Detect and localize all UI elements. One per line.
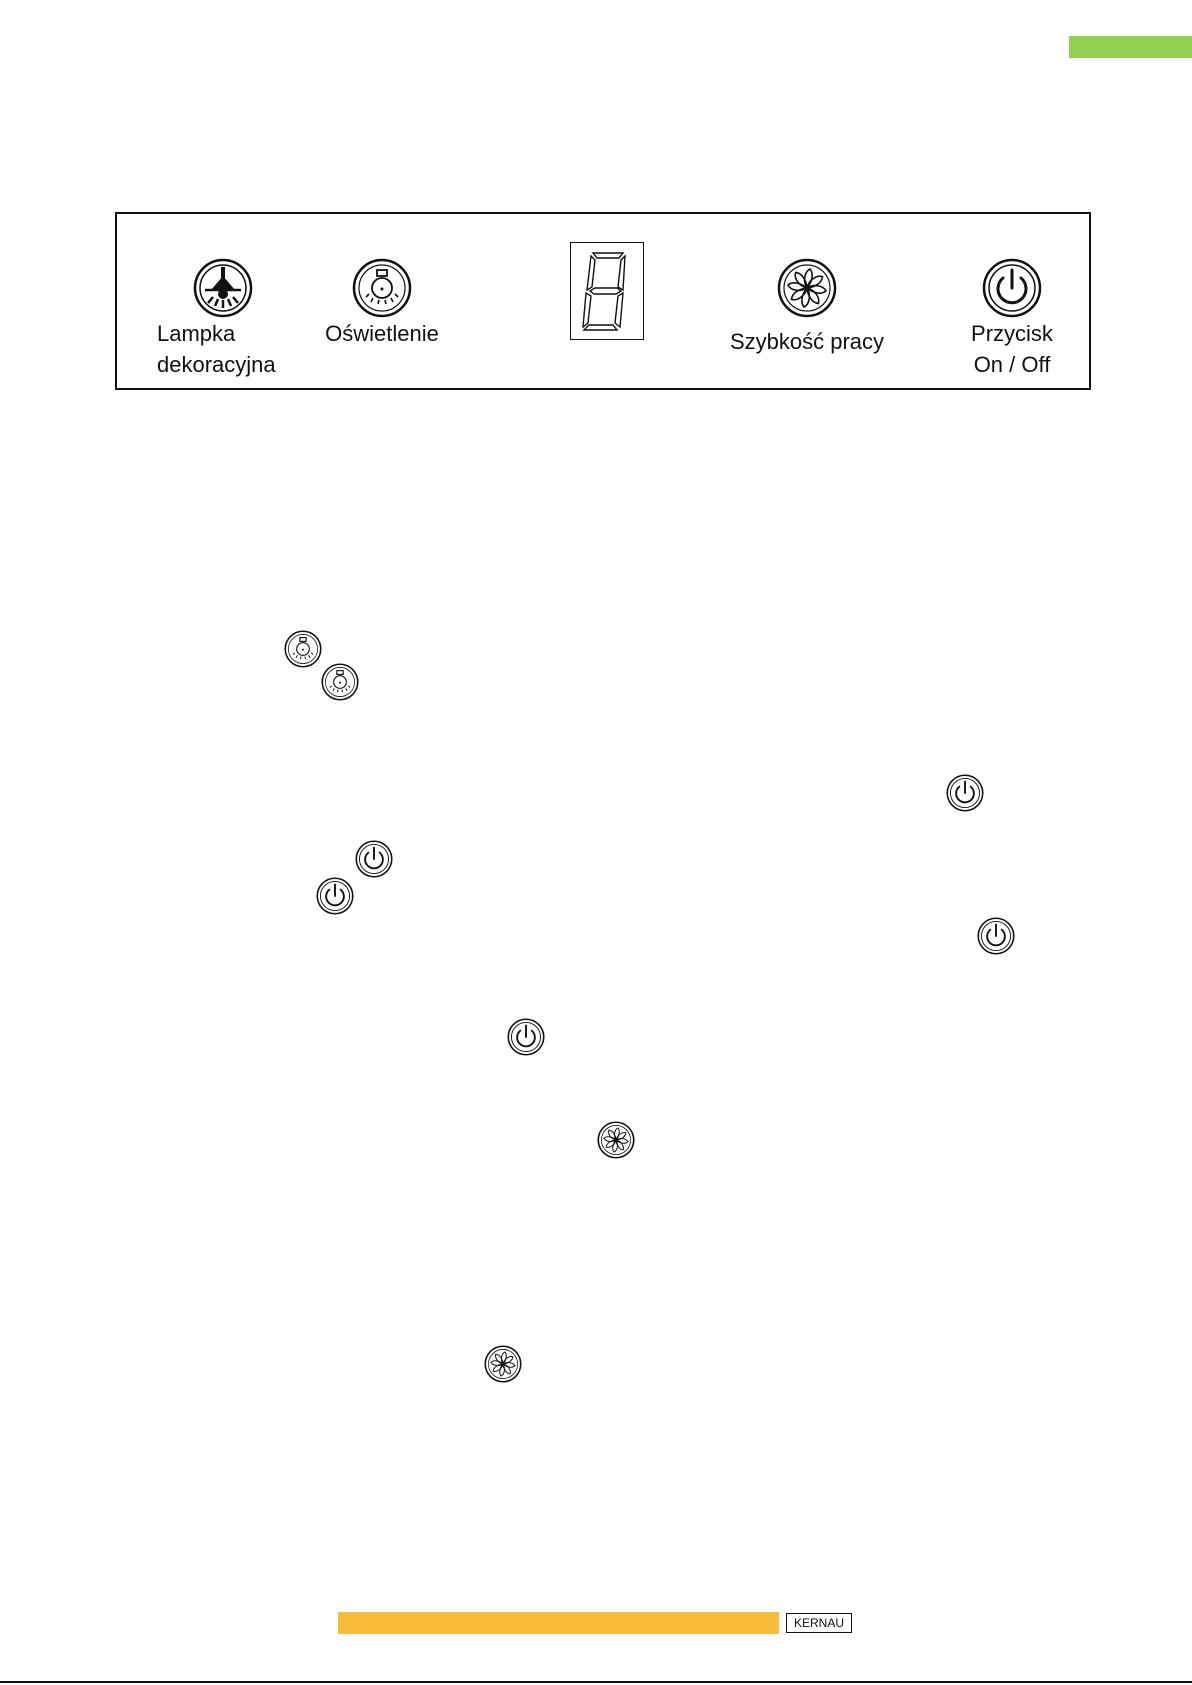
seven-segment-display (570, 242, 644, 340)
power-label-line2: On / Off (973, 352, 1051, 377)
power-icon (355, 840, 393, 878)
decor-lamp-label-line1: Lampka (157, 321, 236, 346)
lighting-control[interactable] (307, 258, 457, 349)
bottom-divider (0, 1681, 1192, 1683)
power-icon (946, 774, 984, 812)
power-control[interactable] (957, 258, 1067, 380)
decor-lamp-label (157, 318, 293, 380)
bulb-icon (321, 663, 359, 701)
seven-segment-digit (571, 243, 642, 338)
control-panel (115, 212, 1091, 390)
speed-label: Szybkość pracy (729, 329, 885, 354)
footer-bar (338, 1612, 779, 1634)
power-icon (982, 258, 1042, 318)
power-icon (507, 1018, 545, 1056)
brand-logo: KERNAU (786, 1613, 852, 1633)
power-label (957, 318, 1067, 380)
decor-lamp-icon (193, 258, 253, 318)
decor-lamp-label-line2: dekoracyjna (157, 352, 276, 377)
speed-control[interactable] (717, 258, 897, 357)
power-label-line1: Przycisk (971, 321, 1053, 346)
lighting-label: Oświetlenie (325, 321, 439, 346)
decor-lamp-control[interactable] (153, 258, 293, 380)
fan-icon (597, 1121, 635, 1159)
header-tab (1069, 36, 1192, 58)
bulb-icon (352, 258, 412, 318)
bulb-icon (284, 630, 322, 668)
fan-icon (777, 258, 837, 318)
power-icon (316, 877, 354, 915)
power-icon (977, 917, 1015, 955)
fan-icon (484, 1345, 522, 1383)
